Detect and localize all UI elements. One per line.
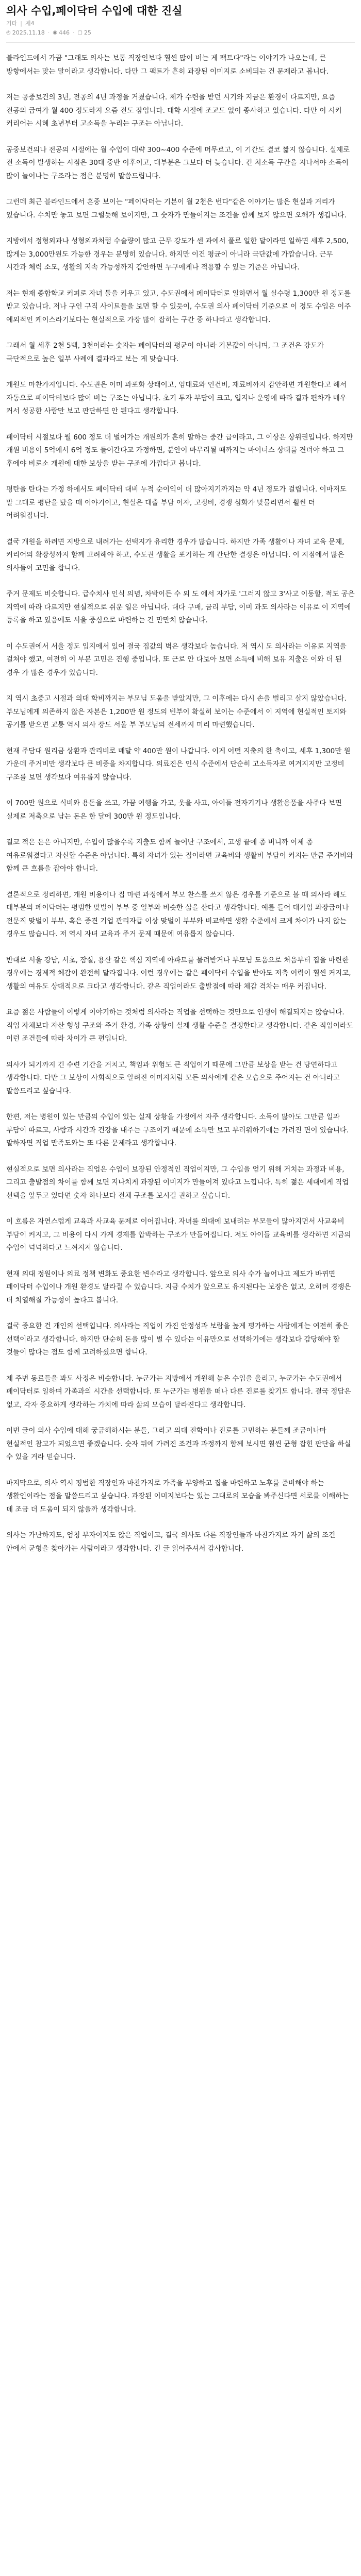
meta-separator: · <box>72 29 75 36</box>
body-paragraph: 그런데 최근 블라인드에서 흔중 보이는 "페이닥터는 기본이 월 2천은 번다"같은 이야기는 많은 현실과 거리가 있습니다. 수치만 놓고 보면 그럴듯해 보이지만, 그 숫자가 만들어지는 조건을 함께 보지 않으면 오해가 생깁니다. <box>6 198 347 219</box>
body-paragraph: 결론적으로 정리하면, 개원 비용이나 집 마련 과정에서 부모 찬스를 쓰지 않은 경우를 기준으로 볼 때 의사라 해도 대부분의 페이닥터는 평범한 맞벌이 부부 중 일부와 비슷한 삶을 산다고 생각합니다. 예를 들어 대기업 과장급이나 전문직 맞벌이 부부, 혹은 중견 기업 관리자급 이상 맞벌이 부부와 비교하면 생활 수준에서 크게 차이가 나지 않는 경우도 많습니다. 저 역시 자녀 교육과 주거 문제 때문에 여유롭지 않습니다. <box>6 890 349 938</box>
post-stats <box>6 29 355 37</box>
meta-separator: · <box>47 29 50 36</box>
body-paragraph: 한편, 저는 병원이 있는 만큼의 수입이 있는 실제 상황을 가정에서 자주 생각합니다. 소득이 많아도 그만큼 일과 부담이 따르고, 사람과 시간과 건강을 내주는 구조이기 때문에 소득만 보고 부러워하기에는 가려진 면이 있습니다. 말하자면 직업 만족도와는 또 다른 문제라고 생각합니다. <box>6 1113 349 1147</box>
body-paragraph: 의사가 되기까지 긴 수련 기간을 거치고, 책임과 위험도 큰 직업이기 때문에 그만큼 보상을 받는 건 당연하다고 생각합니다. 다만 그 보상이 사회적으로 알려진 이미지처럼 모든 의사에게 같은 모습으로 주어지는 건 아니라고 말씀드리고 싶습니다. <box>6 1060 340 1095</box>
body-paragraph: 현재 주담대 원리금 상환과 관리비로 매달 약 400만 원이 나갑니다. 이게 어떤 지출의 한 축이고, 세후 1,300만 원 가운데 주거비만 생각보다 큰 비중을 차지합니다. 의료진은 인식 수준에서 단순히 고소득자로 여겨지지만 고정비 구조를 보면 생각보다 여유롭지 않습니다. <box>6 747 351 782</box>
body-paragraph: 현재 의대 정원이나 의료 정책 변화도 중요한 변수라고 생각합니다. 앞으로 의사 수가 늘어나고 제도가 바뀌면 페이닥터 수입이나 개원 환경도 달라질 수 있습니다. 지금 수치가 앞으로도 유지된다는 보장은 없고, 오히려 경쟁은 더 치열해질 가능성이 높다고 봅니다. <box>6 1269 351 1304</box>
body-paragraph: 반대로 서울 강남, 서초, 잠실, 용산 같은 핵심 지역에 아파트를 물려받거나 부모님 도움으로 처음부터 집을 마련한 경우에는 경제적 체감이 완전히 달라집니다. 이런 경우에는 같은 페이닥터 수입을 받아도 저축 여력이 훨씬 커지고, 생활의 여유도 상대적으로 크다고 생각합니다. 같은 직업이라도 출발점에 따라 체감 격차는 매우 커집니다. <box>6 956 351 991</box>
eye-icon: ◉ <box>53 30 57 36</box>
post-date: 2025.11.18 <box>12 29 45 36</box>
title-divider <box>6 42 355 43</box>
comment-icon: ▢ <box>77 30 83 36</box>
post-body <box>6 52 355 1555</box>
post-date-stat <box>6 29 45 37</box>
body-paragraph: 의사는 가난하지도, 엄청 부자이지도 않은 직업이고, 결국 의사도 다른 직장인들과 마찬가지로 자기 삶의 조건 안에서 균형을 찾아가는 사람이라고 생각합니다. 긴 글 읽어주셔서 감사합니다. <box>6 1531 336 1553</box>
body-paragraph: 개원도 마찬가지입니다. 수도권은 이미 과포화 상태이고, 임대료와 인건비, 재료비까지 감안하면 개원한다고 해서 자동으로 페이닥터보다 많이 버는 구조는 아닙니다. 초기 투자 부담이 크고, 입지나 운영에 따라 결과 편차가 매우 커서 성공한 사람만 보고 판단하면 안 된다고 생각합니다. <box>6 381 347 415</box>
body-paragraph: 공중보건의나 전공의 시절에는 월 수입이 대략 300~400 수준에 머무르고, 이 기간도 결코 짧지 않습니다. 실제로 전 소득이 발생하는 시점은 30대 중반 이후이고, 대부분은 그보다 더 늦습니다. 긴 처소득 구간을 지나서야 소득이 많이 늘어나는 구조라는 점은 분명히 말씀드립니다. <box>6 145 350 180</box>
body-paragraph: 페이닥터 시절보다 월 600 정도 더 벌어가는 개원의가 흔히 말하는 중간 급이라고, 그 이상은 상위권입니다. 하지만 개원 비용이 5억에서 6억 정도 들어간다고 가정하면, 분안이 마무리될 때까지는 마이너스 상태를 견뎌야 하고 그 후에야 비로소 개원에 대한 보상을 받는 구조에 가깝다고 봅니다. <box>6 433 353 468</box>
post-title: 의사 수입,페이닥터 수입에 대한 진실 <box>6 5 183 17</box>
body-paragraph: 지방에서 정형외과나 성형외과처럼 수술량이 많고 근무 강도가 센 과에서 풀로 일한 달이라면 일하면 세후 2,500, 많게는 3,000만원도 가능한 경우는 분명히 있습니다. 하지만 이건 평균이 아니라 극단값에 가깝습니다. 근무 시간과 체력 소모, 생활의 지속 가능성까지 감안하면 누구에게나 적용할 수 있는 기준은 아닙니다. <box>6 237 349 272</box>
body-paragraph: 마지막으로, 의사 역시 평범한 직장인과 마찬가지로 가족을 부양하고 집을 마련하고 노후를 준비해야 하는 생활인이라는 점을 말씀드리고 싶습니다. 과장된 이미지보다는 있는 그대로의 모습을 봐주신다면 서로를 이해하는 데 조금 더 도움이 되지 않을까 생각합니다. <box>6 1479 349 1514</box>
post-comments: 25 <box>84 29 91 36</box>
body-paragraph: 제 주변 동료들을 봐도 사정은 비슷합니다. 누군가는 지방에서 개원해 높은 수입을 올리고, 누군가는 수도권에서 페이닥터로 일하며 가족과의 시간을 선택합니다. 또 누군가는 병원을 떠나 다른 진로를 찾기도 합니다. 결국 정답은 없고, 각자 중요하게 생각하는 가치에 따라 삶의 모습이 달라진다고 생각합니다. <box>6 1374 351 1409</box>
body-paragraph: 지 역시 초중고 시절과 의대 학비까지는 부모님 도움을 받았지만, 그 이후에는 다시 손을 벌리고 살지 않았습니다. 부모님에게 의존하지 않은 자본은 1,200만 원 정도의 빈부이 확실히 보이는 수준에서 이 지역에 현실적인 토지와 공기를 받으면 교통 역시 의사 장도 서울 부 부모님의 전세까지 미리 마련했습니다. <box>6 694 347 729</box>
body-paragraph: 결국 개원을 하려면 지방으로 내려가는 선택지가 유리한 경우가 많습니다. 하지만 가족 생활이나 자녀 교육 문제, 커리어의 확장성까지 함께 고려해야 하고, 수도권 생활을 포기하는 게 간단한 결정은 아닙니다. 이 지점에서 많은 의사들이 고민을 합니다. <box>6 537 344 572</box>
body-paragraph: 이 700만 원으로 식비와 용돈을 쓰고, 가끔 여행을 가고, 옷을 사고, 아이들 전자기기나 생활용품을 사주다 보면 실제로 저축으로 남는 돈은 한 달에 300만 원 정도입니다. <box>6 799 342 821</box>
body-paragraph: 평탄을 탄다는 가정 하에서도 페이닥터 대비 누적 순이익이 더 많아지기까지는 약 4년 정도가 걸립니다. 이마저도 말 그대로 평탄을 탔을 때 이야기이고, 현실은 대출 부담 이자, 고정비, 경쟁 심화가 맞물리면서 훨씬 더 어려워집니다. <box>6 485 347 520</box>
post-author[interactable]: 제4 <box>25 20 35 27</box>
meta-separator: | <box>20 20 22 27</box>
post-meta <box>6 20 355 28</box>
body-paragraph: 저는 현재 종합학교 커피로 자녀 둘을 키우고 있고, 수도권에서 페이닥터로 일하면서 월 실수령 1,300만 원 정도를 받고 있습니다. 저나 구인 구직 사이트들을 보면 할 수 있듯이, 수도권 의사 페이닥터 기준으로 이 정도 수입은 이주 예외적인 케이스라기보다는 현실적으로 가장 많이 잡히는 구간 중 하나라고 생각합니다. <box>6 289 351 324</box>
body-paragraph: 이 흐름은 자연스럽게 교육과 사교육 문제로 이어집니다. 자녀를 의대에 보내려는 부모들이 많아지면서 사교육비 부담이 커지고, 그 비용이 다시 가계 경제를 압박하는 구조가 만들어집니다. 저도 아이들 교육비를 생각하면 지금의 수입이 넉넉하다고 느껴지지 않습니다. <box>6 1217 351 1252</box>
post-views: 446 <box>58 29 70 36</box>
post-board[interactable]: 기타 <box>6 20 18 27</box>
body-paragraph: 그래서 월 세후 2천 5백, 3천이라는 숫자는 페이닥터의 평균이 아니라 기본값이 아니며, 그 조건은 강도가 극단적으로 높은 일부 사례에 결과라고 보는 게 맞습니다. <box>6 342 324 363</box>
body-paragraph: 결국 중요한 건 개인의 선택입니다. 의사라는 직업이 가진 안정성과 보람을 높게 평가하는 사람에게는 여전히 좋은 선택이라고 생각합니다. 하지만 단순히 돈을 많이 벌 수 있다는 이유만으로 선택하기에는 생각보다 감당해야 할 것들이 많다는 점도 함께 고려하셨으면 합니다. <box>6 1322 349 1357</box>
body-paragraph: 이번 글이 의사 수입에 대해 궁금해하시는 분들, 그리고 의대 진학이나 진로를 고민하는 분들께 조금이나마 현실적인 참고가 되었으면 좋겠습니다. 숫자 뒤에 가려진 조건과 과정까지 함께 보시면 훨씬 균형 잡힌 판단을 하실 수 있을 거라 믿습니다. <box>6 1427 351 1461</box>
body-paragraph: 블라인드에서 가끔 "그래도 의사는 보통 직장인보다 훨씬 많이 버는 게 팩트다"라는 이야기가 나오는데, 큰 방향에서는 맞는 말이라고 생각합니다. 다만 그 팩트가 흔히 과장된 이미지로 소비되는 건 문제라고 봅니다. <box>6 54 329 76</box>
body-paragraph: 요즘 젊은 사람들이 이렇게 이야기하는 것처럼 의사라는 직업을 선택하는 것만으로 인생이 해결되지는 않습니다. 직업 자체보다 자산 형성 구조와 주거 환경, 가족 상황이 실제 생활 수준을 결정한다고 생각합니다. 같은 직업이라도 이런 조건들에 따라 차이가 큰 편입니다. <box>6 1008 353 1043</box>
clock-icon: ◴ <box>6 30 11 36</box>
body-paragraph: 현실적으로 보면 의사라는 직업은 수입이 보장된 안정적인 직업이지만, 그 수입을 얻기 위해 거치는 과정과 비용, 그리고 출발점의 차이를 함께 보면 지나치게 과장된 이미지가 만들어져 있다고 느낍니다. 특히 젊은 세대에게 직업 선택을 앞두고 있다면 숫자 하나보다 전체 구조를 보시길 권하고 싶습니다. <box>6 1165 349 1200</box>
body-paragraph: 주거 문제도 비슷합니다. 급수치사 인식 의념, 차박이든 수 외 도 에서 자가로 '그러지 않고 3'사고 이동할, 적도 공은 지역에 따라 다르지만 현실적으로 쉬운 일은 아닙니다. 대다 구매, 금리 부담, 이미 과도 의사라는 이유로 이 지역에 등록을 하고 있음에도 서울 중심으로 마련하는 건 만만치 않습니다. <box>6 590 355 624</box>
post-comments-stat[interactable] <box>77 29 91 37</box>
body-paragraph: 이 수도권에서 서울 정도 입지에서 있어 결국 집값의 벽은 생각보다 높습니다. 저 역시 도 의사라는 이유로 지역을 걸쳐야 했고, 여전히 이 부분 고민은 진행 중입니다. 또 근로 안 다보아 보면 소득에 비해 보유 지출은 이와 더 된 경우 가 많은 경우가 있습니다. <box>6 642 347 677</box>
body-paragraph: 결코 적은 돈은 아니지만, 수입이 많을수록 지출도 함께 늘어난 구조에서, 고생 끝에 좀 버니까 이제 좀 여유로워졌다고 자신할 수준은 아닙니다. 특히 자녀가 있는 집이라면 교육비와 생활비 부담이 커지는 만큼 주거비와 함께 큰 흐름을 잡아야 합니다. <box>6 838 354 873</box>
body-paragraph: 저는 공중보건의 3년, 전공의 4년 과정을 거쳤습니다. 제가 수련을 받던 시기와 지금은 환경이 다르지만, 요즘 전공의 급여가 월 400 정도라지 요즘 전도 잠입니다. 대학 시절에 조교도 없이 종사하고 있습니다. 다만 이 시키 커리어는 시혜 초년부터 고소득을 누리는 구조는 아닙니다. <box>6 93 342 128</box>
post-views-stat <box>53 29 70 37</box>
